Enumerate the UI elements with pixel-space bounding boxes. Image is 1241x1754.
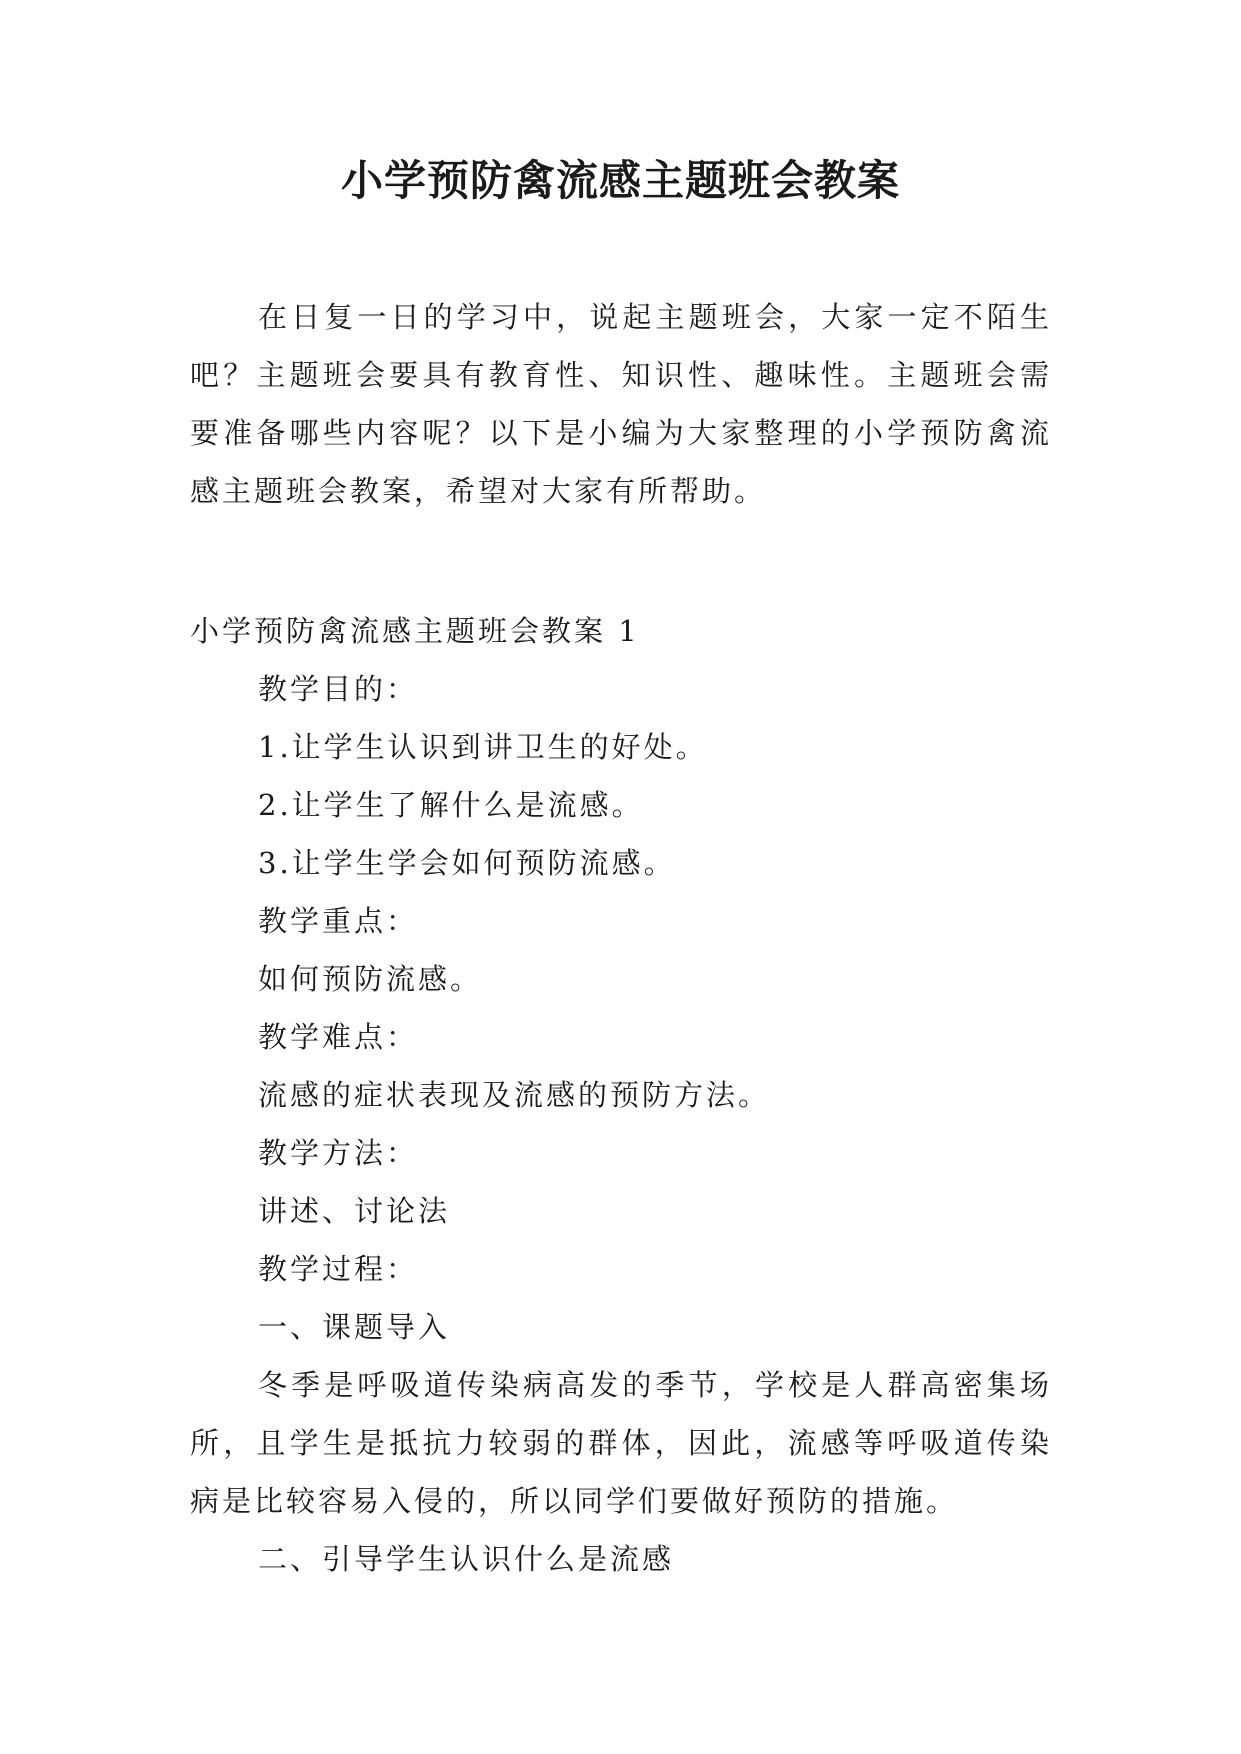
goal-item-3: 3.让学生学会如何预防流感。	[258, 846, 676, 880]
key-point-label: 教学重点：	[258, 904, 419, 938]
difficulty-label: 教学难点：	[258, 1020, 419, 1054]
step-1-heading: 一、课题导入	[258, 1310, 451, 1344]
step-1-paragraph: 冬季是呼吸道传染病高发的季节，学校是人群高密集场所，且学生是抵抗力较弱的群体，因此，流感等呼吸道传染病是比较容易入侵的，所以同学们要做好预防的措施。	[190, 1368, 1052, 1518]
teaching-goal-label: 教学目的：	[258, 672, 419, 706]
goal-item-1: 1.让学生认识到讲卫生的好处。	[258, 730, 708, 764]
document-body	[190, 288, 1052, 1588]
intro-paragraph: 在日复一日的学习中，说起主题班会，大家一定不陌生吧？主题班会要具有教育性、知识性、趣味性。主题班会需要准备哪些内容呢？以下是小编为大家整理的小学预防禽流感主题班会教案，希望对大家有所帮助。	[190, 300, 1052, 508]
goal-item-2: 2.让学生了解什么是流感。	[258, 788, 644, 822]
step-2-heading: 二、引导学生认识什么是流感	[258, 1542, 675, 1576]
key-point-text: 如何预防流感。	[258, 962, 483, 996]
method-label: 教学方法：	[258, 1136, 419, 1170]
document-title: 小学预防禽流感主题班会教案	[340, 156, 900, 205]
method-text: 讲述、讨论法	[258, 1194, 451, 1228]
section-heading: 小学预防禽流感主题班会教案 1	[190, 614, 640, 648]
process-label: 教学过程：	[258, 1252, 419, 1286]
difficulty-text: 流感的症状表现及流感的预防方法。	[258, 1078, 771, 1112]
